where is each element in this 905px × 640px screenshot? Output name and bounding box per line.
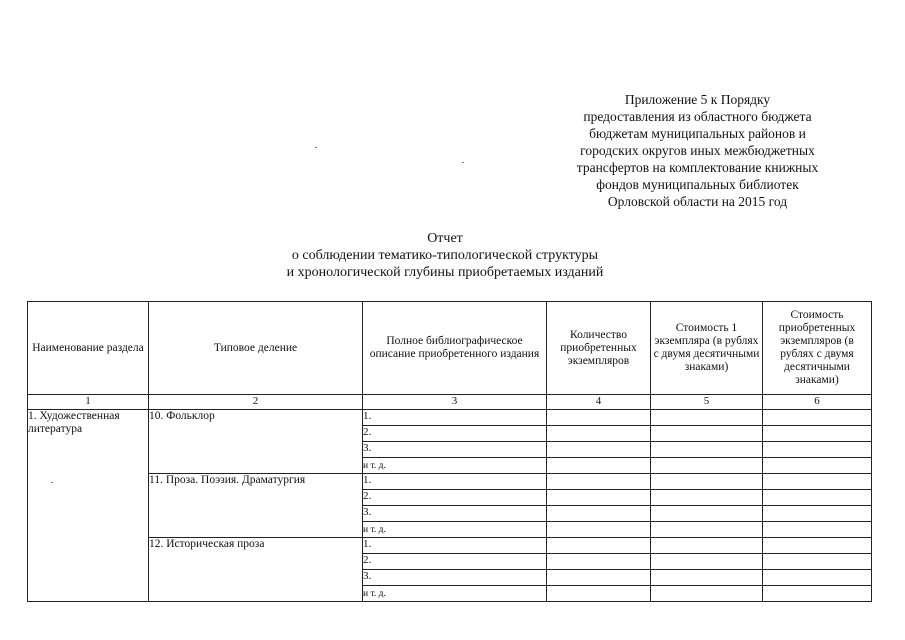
- empty-cell: [763, 458, 872, 474]
- column-number: 1: [28, 395, 149, 410]
- item-number: 2.: [363, 426, 547, 442]
- item-number: 3.: [363, 570, 547, 586]
- empty-cell: [763, 442, 872, 458]
- item-number: 1.: [363, 538, 547, 554]
- empty-cell: [651, 570, 763, 586]
- appendix-line: Орловской области на 2015 год: [607, 194, 788, 209]
- subtype-name: 11. Проза. Поэзия. Драматургия: [149, 474, 363, 538]
- header-total-cost: Стоимость приобретенных экземпляров (в рублях с двумя десятичными знаками): [763, 302, 872, 395]
- empty-cell: [651, 474, 763, 490]
- item-number: 1.: [363, 410, 547, 426]
- item-etc: и т. д.: [363, 586, 547, 602]
- empty-cell: [763, 538, 872, 554]
- empty-cell: [651, 490, 763, 506]
- column-number-row: [28, 395, 872, 410]
- empty-cell: [547, 474, 651, 490]
- empty-cell: [547, 586, 651, 602]
- empty-cell: [651, 522, 763, 538]
- item-number: 3.: [363, 506, 547, 522]
- report-table: [27, 301, 872, 602]
- column-number: 5: [651, 395, 763, 410]
- empty-cell: [763, 506, 872, 522]
- item-number: 2.: [363, 490, 547, 506]
- column-number: 3: [363, 395, 547, 410]
- appendix-note: [520, 91, 875, 210]
- header-section-name: Наименование раздела: [28, 302, 149, 395]
- header-unit-cost: Стоимость 1 экземпляра (в рублях с двумя десятичными знаками): [651, 302, 763, 395]
- empty-cell: [547, 506, 651, 522]
- empty-cell: [547, 426, 651, 442]
- appendix-line: трансфертов на комплектование книжных: [576, 160, 819, 175]
- item-number: 2.: [363, 554, 547, 570]
- report-title-line: о соблюдении тематико-типологической структуры: [291, 248, 599, 263]
- appendix-line: городских округов иных межбюджетных: [580, 143, 815, 158]
- empty-cell: [763, 586, 872, 602]
- appendix-line: Приложение 5 к Порядку: [624, 92, 771, 107]
- item-etc: и т. д.: [363, 458, 547, 474]
- empty-cell: [651, 538, 763, 554]
- empty-cell: [547, 458, 651, 474]
- appendix-line: фондов муниципальных библиотек: [596, 177, 799, 192]
- report-title-line: и хронологической глубины приобретаемых изданий: [286, 265, 604, 280]
- empty-cell: [763, 474, 872, 490]
- empty-cell: [763, 426, 872, 442]
- empty-cell: [763, 522, 872, 538]
- column-number: 4: [547, 395, 651, 410]
- empty-cell: [547, 554, 651, 570]
- empty-cell: [651, 458, 763, 474]
- subtype-name: 12. Историческая проза: [149, 538, 363, 602]
- empty-cell: [547, 538, 651, 554]
- report-title: [225, 230, 665, 281]
- empty-cell: [651, 586, 763, 602]
- header-subtype: Типовое деление: [149, 302, 363, 395]
- subtype-name: 10. Фольклор: [149, 410, 363, 474]
- column-number: 6: [763, 395, 872, 410]
- empty-cell: [651, 554, 763, 570]
- empty-cell: [651, 410, 763, 426]
- item-etc: и т. д.: [363, 522, 547, 538]
- empty-cell: [763, 490, 872, 506]
- empty-cell: [547, 570, 651, 586]
- table-row: [28, 474, 872, 490]
- empty-cell: [763, 410, 872, 426]
- report-title-line: Отчет: [427, 231, 463, 246]
- header-copies-count: Количество приобретенных экземпляров: [547, 302, 651, 395]
- empty-cell: [547, 490, 651, 506]
- empty-cell: [547, 410, 651, 426]
- scan-speck: [462, 162, 464, 163]
- empty-cell: [651, 442, 763, 458]
- empty-cell: [763, 570, 872, 586]
- scan-speck: [51, 482, 53, 483]
- section-name: 1. Художественная литература: [28, 410, 149, 602]
- table-row: [28, 410, 872, 426]
- appendix-line: предоставления из областного бюджета: [583, 109, 812, 124]
- item-number: 1.: [363, 474, 547, 490]
- empty-cell: [547, 442, 651, 458]
- empty-cell: [547, 522, 651, 538]
- empty-cell: [763, 554, 872, 570]
- scan-speck: [315, 147, 317, 148]
- empty-cell: [651, 426, 763, 442]
- item-number: 3.: [363, 442, 547, 458]
- appendix-line: бюджетам муниципальных районов и: [589, 126, 806, 141]
- header-row: [28, 302, 872, 395]
- header-bibliographic-description: Полное библиографическое описание приобретенного издания: [363, 302, 547, 395]
- table-row: [28, 538, 872, 554]
- column-number: 2: [149, 395, 363, 410]
- empty-cell: [651, 506, 763, 522]
